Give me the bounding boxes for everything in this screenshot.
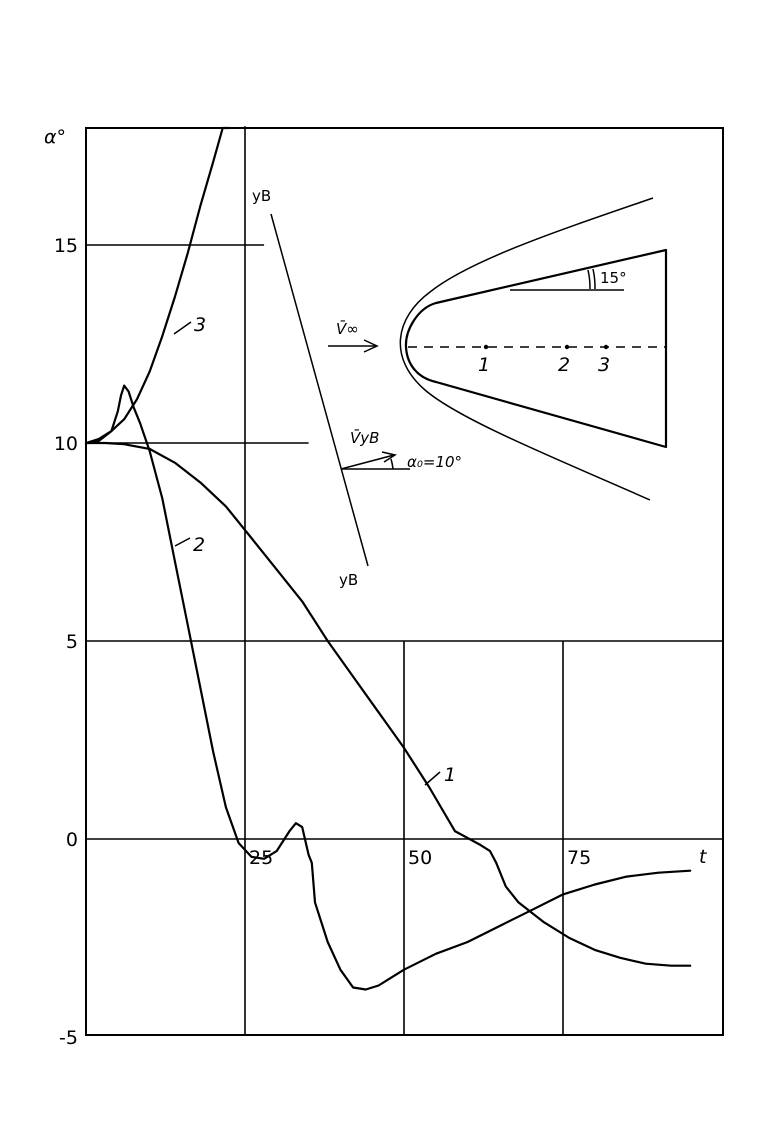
point-3-dot <box>604 345 608 349</box>
yb-plane-line <box>271 214 368 566</box>
yb-bottom-label: yB <box>339 571 359 589</box>
y-tick-label: 10 <box>53 433 78 455</box>
curve-3-label: 3 <box>194 314 207 336</box>
yb-top-label: yB <box>252 187 272 205</box>
point-2-dot <box>565 345 569 349</box>
v-yb-vector <box>341 455 394 469</box>
angle-label: 15° <box>600 269 627 287</box>
grid-lines <box>86 126 723 1035</box>
x-tick-label: 75 <box>567 847 592 869</box>
y-tick-labels <box>54 235 78 1049</box>
series-3-line <box>86 128 229 443</box>
point-1-label: 1 <box>478 354 491 376</box>
point-2-label: 2 <box>558 354 571 376</box>
point-3-label: 3 <box>598 354 611 376</box>
x-tick-labels <box>249 847 591 869</box>
curve-labels <box>174 314 456 786</box>
reference-lines <box>86 245 309 443</box>
y-axis-label: α° <box>44 126 67 148</box>
series-curves <box>86 128 690 990</box>
cone-body <box>406 250 666 447</box>
inset-diagram <box>252 187 666 589</box>
alpha0-label: α₀=10° <box>407 453 463 471</box>
v-yb-label: V̄yB <box>350 429 380 447</box>
angle-arc <box>588 270 590 289</box>
y-tick-label: 15 <box>53 235 78 257</box>
angle-arc-inner <box>593 269 595 289</box>
y-tick-label: -5 <box>59 1027 78 1049</box>
series-1-line <box>86 443 690 966</box>
curve-2-label: 2 <box>193 534 206 556</box>
curve-3-leader <box>174 322 191 334</box>
curve-1-leader <box>425 772 440 785</box>
series-2-line <box>86 386 690 990</box>
point-1-dot <box>484 345 488 349</box>
curve-1-label: 1 <box>444 764 457 786</box>
alpha0-arc <box>391 459 393 469</box>
v-inf-label: V̄∞ <box>336 320 359 338</box>
x-tick-label: 50 <box>408 847 433 869</box>
x-axis-label: t <box>699 846 707 868</box>
y-tick-label: 0 <box>65 829 78 851</box>
y-tick-label: 5 <box>65 631 78 653</box>
curve-2-leader <box>175 538 190 546</box>
x-tick-label: 25 <box>249 847 274 869</box>
